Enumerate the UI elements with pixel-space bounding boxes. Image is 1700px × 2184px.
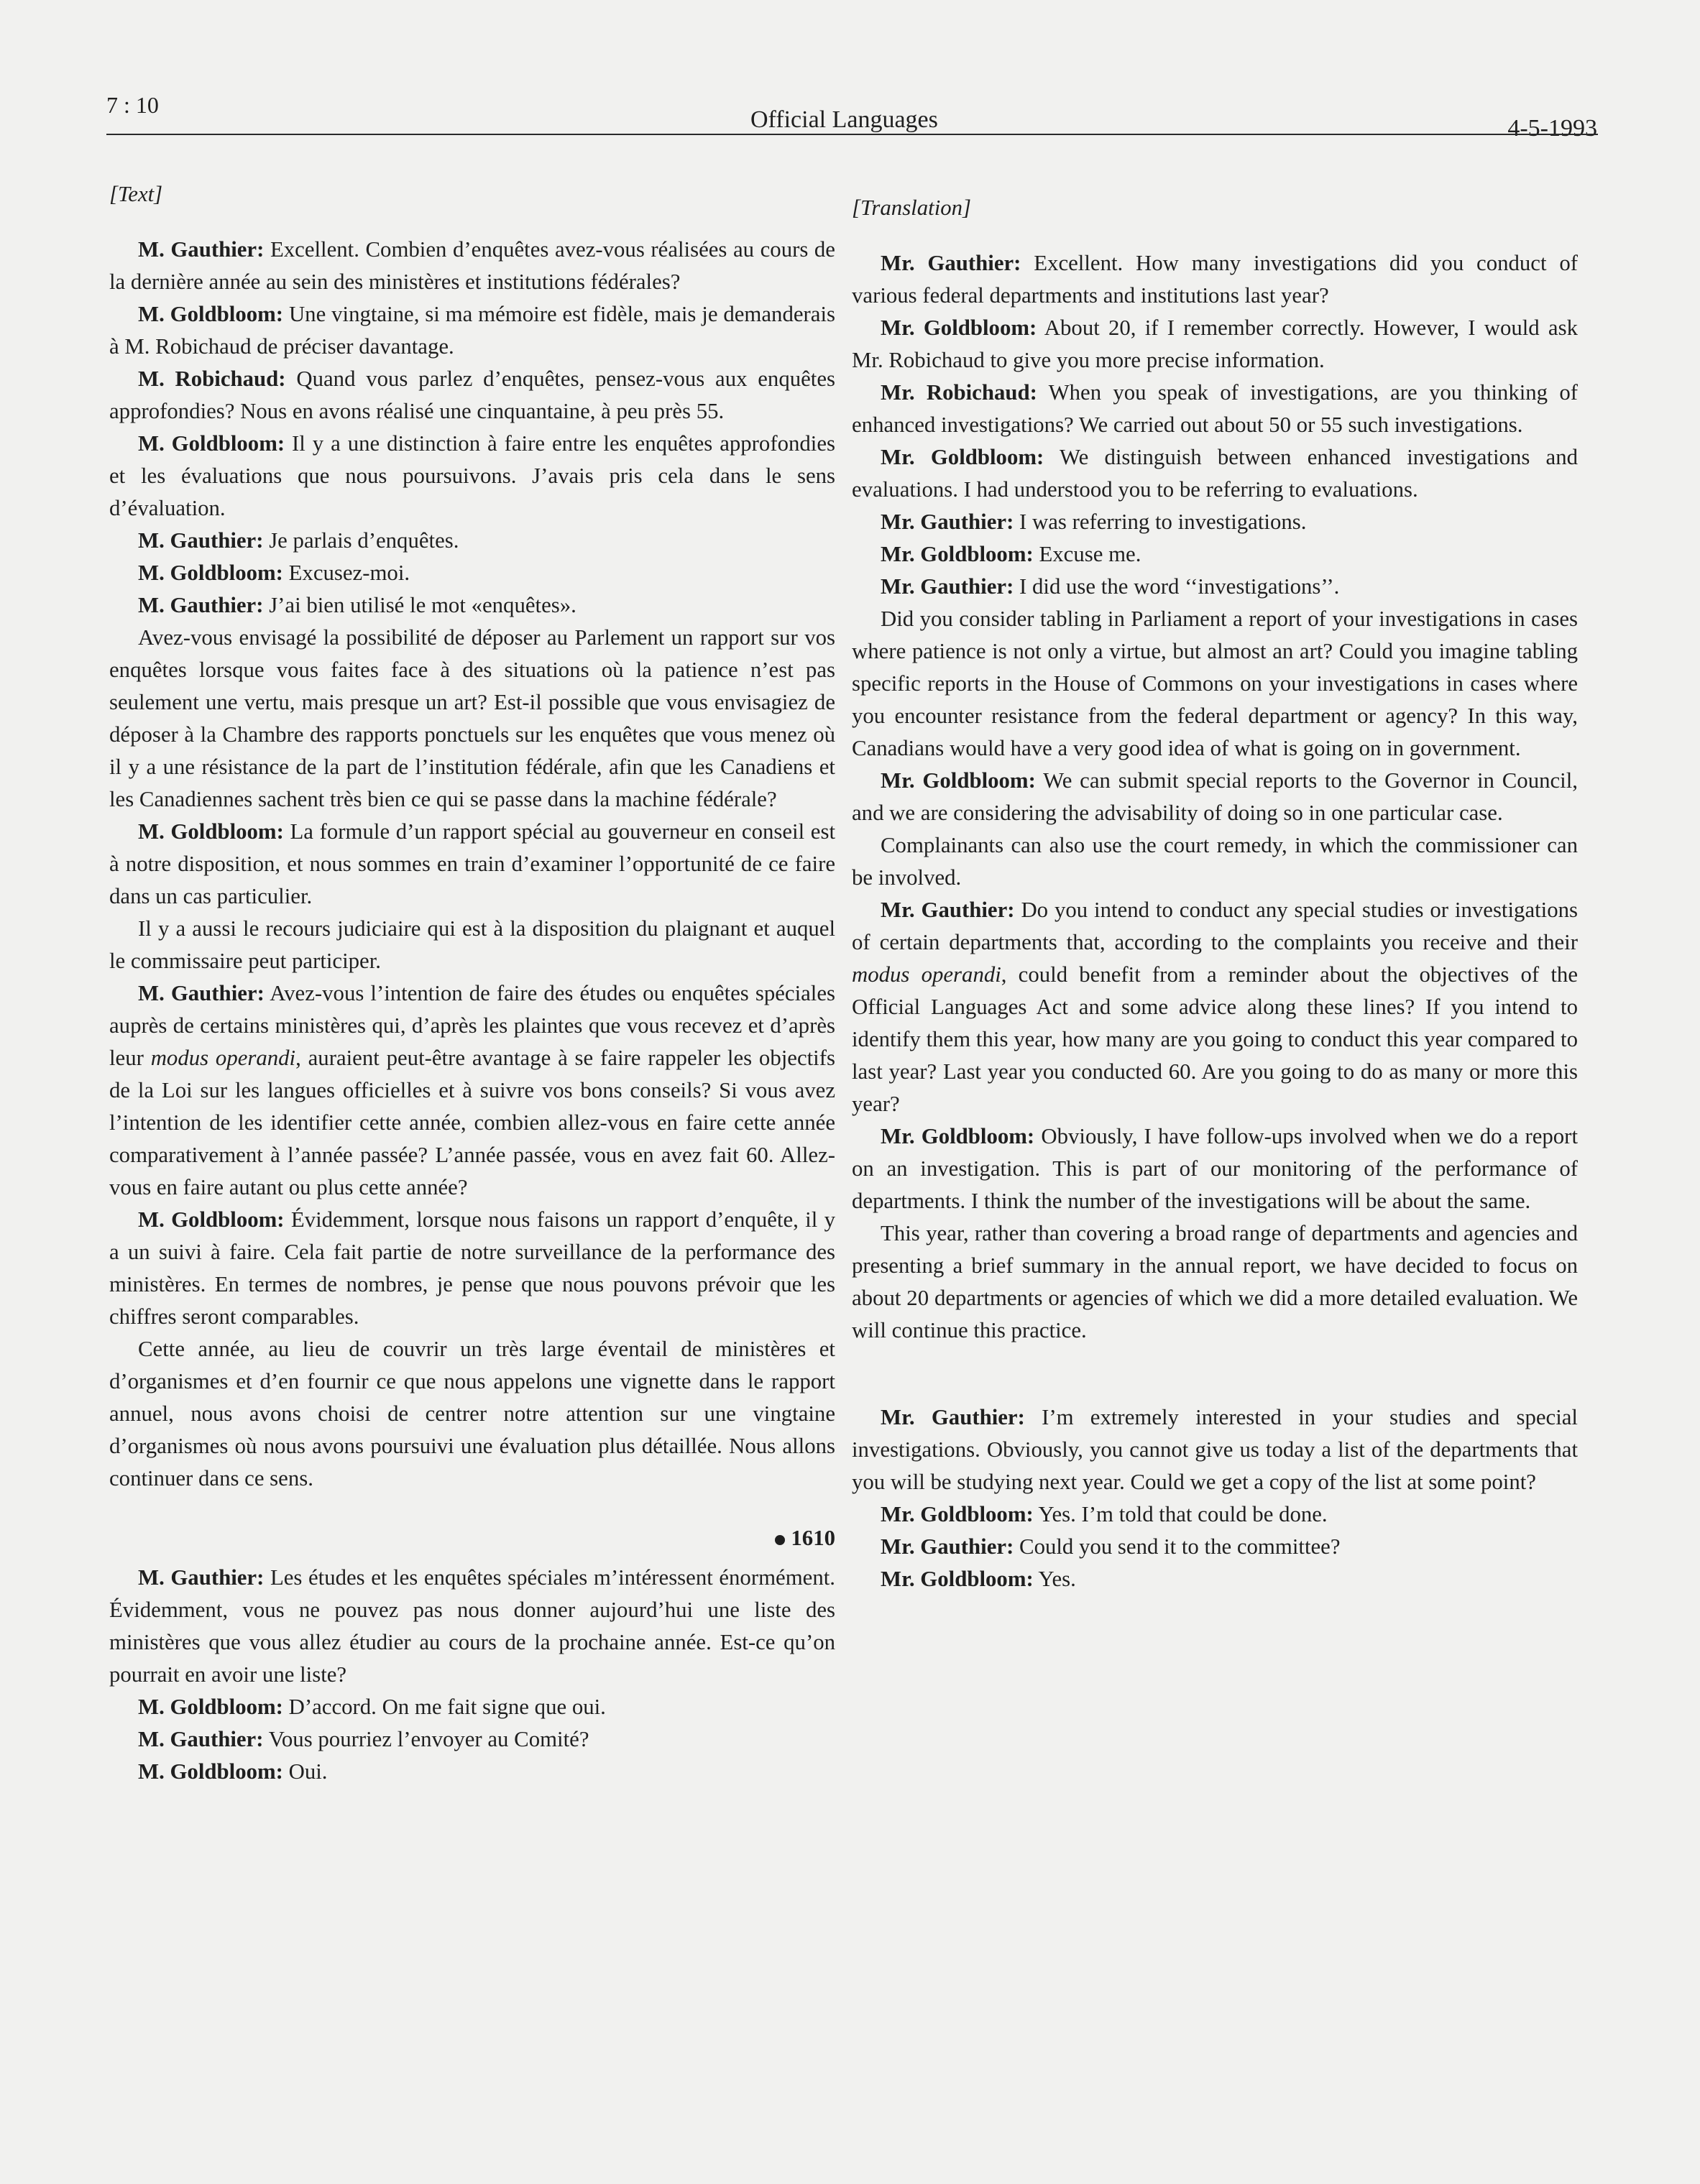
speech-text: Il y a une distinction à faire entre les enquêtes approfondies et les évaluations que nous poursuivons. J’avais pris cela dans le sens d’évaluation. (109, 431, 835, 520)
transcript-paragraph (852, 506, 1578, 538)
speaker-name: Mr. Goldbloom: (881, 1124, 1035, 1148)
speaker-name: M. Gauthier: (138, 1727, 264, 1751)
speech-text: Avez-vous envisagé la possibilité de déposer au Parlement un rapport sur vos enquêtes lorsque vous faites face à des situations où la patience n’est pas seulement une vertu, mais presque un art? Est-il possible que vous envisagiez de déposer à la Chambre des rapports ponctuels sur les enquêtes que vous menez où il y a une résistance de la part de l’institution fédérale, afin que les Canadiens et les Canadiennes sachent très bien ce qui se passe dans la machine fédérale? (109, 625, 835, 811)
speaker-name: Mr. Goldbloom: (881, 1502, 1034, 1526)
transcript-paragraph (852, 1120, 1578, 1217)
speech-text: I was referring to investigations. (1019, 510, 1307, 534)
speaker-name: Mr. Gauthier: (881, 510, 1014, 534)
transcript-paragraph (109, 1691, 835, 1723)
speech-text: I did use the word ‘‘investigations’’. (1019, 574, 1340, 599)
speech-text: Obviously, I have follow-ups involved when we do a report on an investigation. This is part of our monitoring of the performance of departments. I think the number of the investigations will be about the same. (852, 1124, 1578, 1213)
transcript-paragraph (109, 234, 835, 298)
speech-text: We can submit special reports to the Governor in Council, and we are considering the advisability of doing so in one particular case. (852, 768, 1578, 825)
transcript-paragraph (852, 1217, 1578, 1347)
time-marker (109, 1522, 835, 1554)
transcript-paragraph (852, 312, 1578, 377)
transcript-paragraph (109, 1756, 835, 1788)
french-column (109, 178, 835, 1788)
transcript-paragraph (852, 1498, 1578, 1531)
transcript-paragraph (109, 1562, 835, 1691)
transcript-paragraph (109, 913, 835, 977)
speaker-name: M. Goldbloom: (138, 819, 284, 844)
speech-text: Did you consider tabling in Parliament a report of your investigations in cases where patience is not only a virtue, but almost an art? Could you imagine tabling specific reports in the House of Commons on your investigations in cases where you encounter resistance from the federal department or agency? In this way, Canadians would have a very good idea of what is going on in government. (852, 607, 1578, 760)
transcript-paragraph (109, 428, 835, 525)
speaker-name: M. Gauthier: (138, 593, 264, 617)
speech-text: Yes. (1038, 1567, 1076, 1591)
transcript-paragraph (852, 765, 1578, 829)
speaker-name: Mr. Gauthier: (881, 898, 1015, 922)
transcript-paragraph (852, 441, 1578, 506)
speaker-name: Mr. Goldbloom: (881, 315, 1037, 340)
speaker-name: M. Goldbloom: (138, 1207, 285, 1232)
bullet-icon (775, 1535, 785, 1545)
transcript-paragraph (109, 525, 835, 557)
transcript-paragraph (852, 538, 1578, 571)
english-column (852, 192, 1578, 1595)
transcript-paragraph (852, 894, 1578, 1120)
transcript-paragraph (852, 571, 1578, 603)
speaker-name: M. Goldbloom: (138, 561, 283, 585)
transcript-paragraph (852, 829, 1578, 894)
speech-text: Il y a aussi le recours judiciaire qui est à la disposition du plaignant et auquel le commissaire peut participer. (109, 916, 835, 973)
transcript-paragraph (852, 1401, 1578, 1498)
transcript-paragraph (852, 603, 1578, 765)
header-rule (106, 134, 1598, 135)
speaker-name: Mr. Gauthier: (881, 251, 1021, 275)
transcript-paragraph (109, 1723, 835, 1756)
page-number: 7 : 10 (106, 92, 159, 118)
header-date: 4-5-1993 (1507, 115, 1597, 142)
speaker-name: Mr. Goldbloom: (881, 768, 1036, 793)
speech-text: Évidemment, lorsque nous faisons un rapport d’enquête, il y a un suivi à faire. Cela fait partie de notre surveillance de la performance des ministères. En termes de nombres, je pense que nous pouvons prévoir que les chiffres seront comparables. (109, 1207, 835, 1329)
speech-text: I’m extremely interested in your studies and special investigations. Obviously, you cannot give us today a list of the departments that you will be studying next year. Could we get a copy of the list at some point? (852, 1405, 1578, 1494)
speaker-name: Mr. Robichaud: (881, 380, 1037, 405)
speech-text: Do you intend to conduct any special studies or investigations of certain departments that, according to the complaints you receive and their modus operandi, could benefit from a reminder about the objectives of the Official Languages Act and some advice along these lines? If you intend to identify them this year, how many are you going to conduct this year compared to last year? Last year you conducted 60. Are you going to do as many or more this year? (852, 898, 1579, 1116)
transcript-paragraph (109, 557, 835, 589)
speech-text: Excuse me. (1039, 542, 1141, 566)
speech-text: Could you send it to the committee? (1019, 1534, 1341, 1559)
speech-text: J’ai bien utilisé le mot «enquêtes». (269, 593, 576, 617)
transcript-paragraph (109, 977, 835, 1204)
transcript-paragraph (109, 1333, 835, 1495)
speech-text: Excellent. Combien d’enquêtes avez-vous réalisées au cours de la dernière année au sein des ministères et institutions fédérales? (109, 237, 835, 294)
speech-text: La formule d’un rapport spécial au gouverneur en conseil est à notre disposition, et nous sommes en train d’examiner l’opportunité de ce faire dans un cas particulier. (109, 819, 835, 908)
speaker-name: M. Goldbloom: (138, 431, 285, 456)
time-marker-value: 1610 (791, 1526, 835, 1550)
speaker-name: M. Gauthier: (138, 237, 265, 262)
speech-text: Complainants can also use the court remedy, in which the commissioner can be involved. (852, 833, 1578, 890)
speech-text: D’accord. On me fait signe que oui. (288, 1695, 606, 1719)
speaker-name: Mr. Gauthier: (881, 1405, 1025, 1429)
text-marker: [Text] (109, 182, 163, 206)
speaker-name: Mr. Gauthier: (881, 1534, 1014, 1559)
speaker-name: M. Goldbloom: (138, 302, 284, 326)
speaker-name: Mr. Goldbloom: (881, 542, 1034, 566)
transcript-paragraph (109, 1204, 835, 1333)
transcript-paragraph (852, 247, 1578, 312)
speaker-name: M. Gauthier: (138, 1565, 265, 1590)
speech-text: Excusez-moi. (288, 561, 410, 585)
speech-text: This year, rather than covering a broad range of departments and agencies and presenting a brief summary in the annual report, we have decided to focus on about 20 departments or agencies of which we did a more detailed evaluation. We will continue this practice. (852, 1221, 1578, 1342)
speech-text: Les études et les enquêtes spéciales m’intéressent énormément. Évidemment, vous ne pouvez pas nous donner aujourd’hui une liste des ministères que vous allez étudier au cours de la prochaine année. Est-ce qu’on pourrait en avoir une liste? (109, 1565, 835, 1687)
transcript-paragraph (109, 816, 835, 913)
transcript-paragraph (109, 363, 835, 428)
transcript-paragraph (109, 622, 835, 816)
speech-text: Oui. (288, 1759, 328, 1784)
translation-marker: [Translation] (852, 195, 972, 220)
speech-text: Une vingtaine, si ma mémoire est fidèle, mais je demanderais à M. Robichaud de préciser davantage. (109, 302, 835, 359)
speaker-name: Mr. Goldbloom: (881, 445, 1044, 469)
transcript-paragraph (852, 1531, 1578, 1563)
speech-text: Vous pourriez l’envoyer au Comité? (268, 1727, 589, 1751)
speaker-name: M. Gauthier: (138, 981, 265, 1005)
speech-text: About 20, if I remember correctly. However, I would ask Mr. Robichaud to give you more precise information. (852, 315, 1578, 372)
speaker-name: M. Goldbloom: (138, 1695, 283, 1719)
speech-text: Quand vous parlez d’enquêtes, pensez-vous aux enquêtes approfondies? Nous en avons réalisé une cinquantaine, à peu près 55. (109, 367, 836, 423)
speech-text: Cette année, au lieu de couvrir un très large éventail de ministères et d’organismes et d’en fournir ce que nous appelons une vignette dans le rapport annuel, nous avons choisi de centrer notre attention sur une vingtaine d’organismes où nous avons poursuivi une évaluation plus détaillée. Nous allons continuer dans ce sens. (109, 1337, 835, 1490)
speech-text: Avez-vous l’intention de faire des études ou enquêtes spéciales auprès de certains ministères qui, d’après les plaintes que vous recevez et d’après leur modus operandi, auraient peut-être avantage à se faire rappeler les objectifs de la Loi sur les langues officielles et à suivre vos bons conseils? Si vous avez l’intention de les identifier cette année, combien allez-vous en faire cette année comparativement à l’année passée? L’année passée, vous en avez fait 60. Allez-vous en faire autant ou plus cette année? (109, 981, 835, 1199)
speaker-name: M. Goldbloom: (138, 1759, 283, 1784)
transcript-paragraph (109, 589, 835, 622)
transcript-paragraph (852, 377, 1578, 441)
speech-text: Yes. I’m told that could be done. (1038, 1502, 1328, 1526)
speech-text: Je parlais d’enquêtes. (269, 528, 459, 553)
transcript-paragraph (852, 1563, 1578, 1595)
speech-text: Excellent. How many investigations did you conduct of various federal departments and institutions last year? (852, 251, 1578, 308)
speaker-name: M. Robichaud: (138, 367, 286, 391)
speaker-name: Mr. Goldbloom: (881, 1567, 1034, 1591)
transcript-paragraph (109, 298, 835, 363)
speech-text: When you speak of investigations, are you thinking of enhanced investigations? We carried out about 50 or 55 such investigations. (852, 380, 1578, 437)
speaker-name: Mr. Gauthier: (881, 574, 1014, 599)
running-title: Official Languages (750, 106, 938, 133)
speaker-name: M. Gauthier: (138, 528, 264, 553)
speech-text: We distinguish between enhanced investigations and evaluations. I had understood you to be referring to evaluations. (852, 445, 1578, 502)
